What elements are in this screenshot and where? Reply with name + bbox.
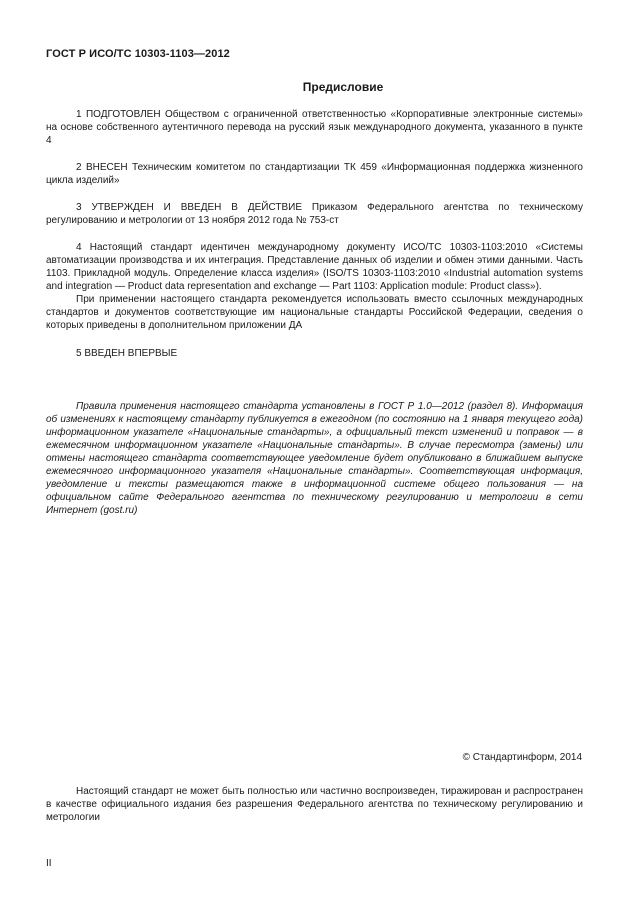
spacer: [46, 187, 583, 201]
copyright-line: © Стандартинформ, 2014: [462, 752, 582, 763]
paragraph-references: При применении настоящего стандарта рекомендуется использовать вместо ссылочных международных стандартов и документов соответствующие им национальные стандарты Российской Федерации, сведения о которых приведены в дополнительном приложении ДА: [46, 294, 583, 331]
reproduction-notice: Настоящий стандарт не может быть полностью или частично воспроизведен, тиражирован и распространен в качестве официального издания без разрешения Федерального агентства по техническому регулированию и метрологии: [46, 786, 583, 823]
spacer: [46, 332, 583, 347]
page-title-wrapper: [0, 80, 630, 94]
spacer: [46, 227, 583, 241]
page-number: II: [46, 858, 52, 869]
paragraph-approved: 3 УТВЕРЖДЕН И ВВЕДЕН В ДЕЙСТВИЕ Приказом Федерального агентства по техническому регулированию и метрологии от 13 ноября 2012 года № 753-ст: [46, 202, 583, 226]
page-title: Предисловие: [302, 80, 384, 94]
paragraph-rules: Правила применения настоящего стандарта установлены в ГОСТ Р 1.0—2012 (раздел 8). Информация об изменениях к настоящему стандарту публикуется в ежегодном (по состоянию на 1 января текущего года) информационном указателе «Национальные стандарты», а официальный текст изменений и поправок — в ежемесячном информационном указателе «Национальные стандарты». В случае пересмотра (замены) или отмены настоящего стандарта соответствующее уведомление будет опубликовано в ближайшем выпуске ежемесячного информационного указателя «Национальные стандарты». Соответствующая информация, уведомление и тексты размещаются также в информационной системе общего пользования — на официальном сайте Федерального агентства по техническому регулированию и метрологии в сети Интернет (gost.ru): [46, 401, 583, 516]
spacer: [46, 147, 583, 161]
foreword-content: [46, 108, 583, 517]
document-header: ГОСТ Р ИСО/ТС 10303-1103—2012: [46, 48, 230, 60]
paragraph-prepared: 1 ПОДГОТОВЛЕН Обществом с ограниченной ответственностью «Корпоративные электронные системы» на основе собственного аутентичного перевода на русский язык международного документа, указанного в пункте 4: [46, 109, 583, 146]
spacer: [46, 360, 583, 400]
paragraph-identical: 4 Настоящий стандарт идентичен международному документу ИСО/ТС 10303-1103:2010 «Системы автоматизации производства и их интеграция. Представление данных об изделии и обмен этими данными. Часть 1103. Прикладной модуль. Определение класса изделия» (ISO/TS 10303-1103:2010 «Industrial automation systems and integration — Product data representation and exchange — Part 1103: Application module: Product class»).: [46, 242, 583, 292]
paragraph-introduced: 2 ВНЕСЕН Техническим комитетом по стандартизации ТК 459 «Информационная поддержка жизненного цикла изделий»: [46, 162, 583, 186]
paragraph-first-introduced: 5 ВВЕДЕН ВПЕРВЫЕ: [76, 348, 178, 359]
